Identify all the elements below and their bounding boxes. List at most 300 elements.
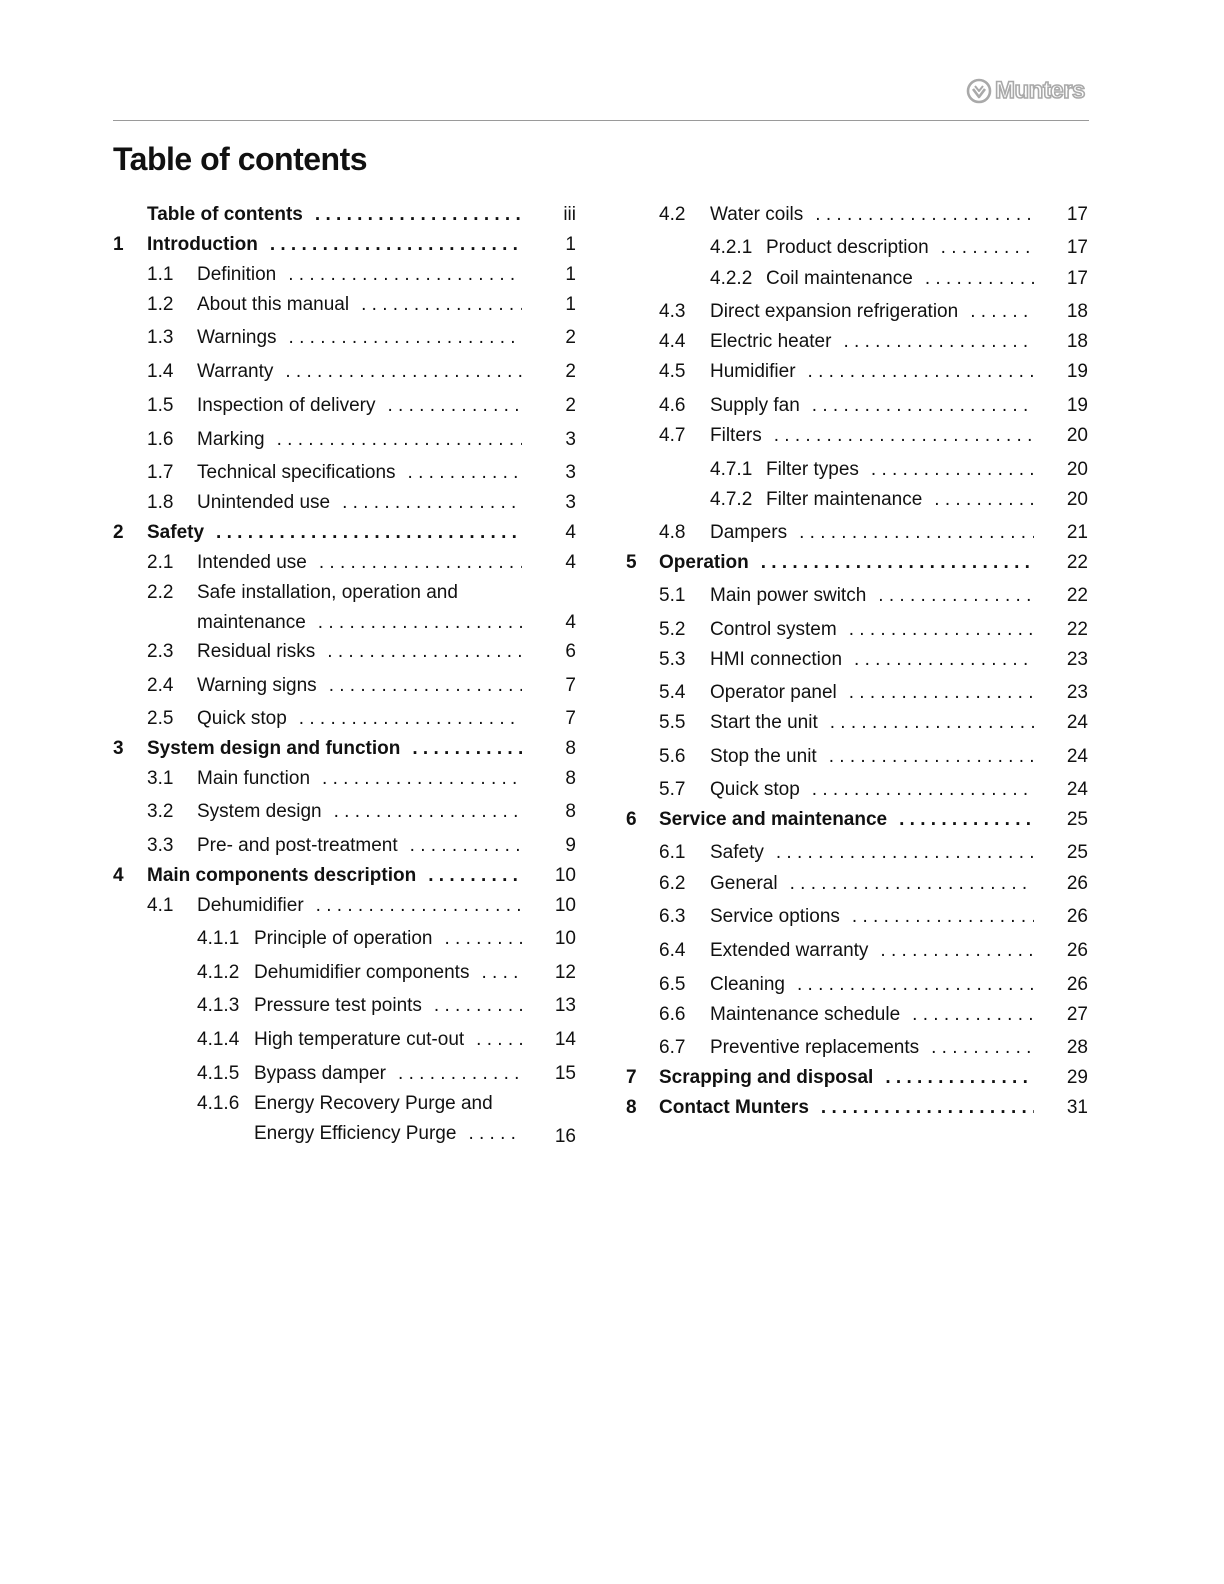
toc-entry-page [536,326,576,350]
page-number: 17 [1066,204,1088,225]
toc-entry-number: 5.4 [659,682,686,703]
toc-entry-title: Dampers [710,522,788,543]
page-number: 13 [554,995,576,1016]
dot-leader [285,360,522,384]
page-number: 8 [565,768,576,789]
toc-entry-page [536,927,576,951]
toc-entry-page [1048,681,1088,705]
toc-entry-title: Control system [710,619,837,640]
toc-entry-number: 4.6 [659,395,686,416]
toc-entry-number: 1.6 [147,429,174,450]
toc-entry-1[interactable] [113,233,522,257]
toc-entry-number: 4.1 [147,895,174,916]
toc-entry-4-1-4[interactable] [197,1028,522,1052]
toc-entry-number: 1.1 [147,264,174,285]
toc-entry-title: Stop the unit [710,746,817,767]
toc-entry-page [536,428,576,452]
toc-entry-6[interactable] [626,808,1034,832]
toc-entry-1-7[interactable] [147,461,522,485]
dot-leader [790,872,1034,896]
toc-entry-number: 4.1.1 [197,928,240,949]
toc-entry-toc[interactable] [147,203,522,227]
toc-entry-3[interactable] [113,737,522,761]
toc-entry-page [1048,360,1088,384]
page-number: 20 [1066,425,1088,446]
toc-entry-4-2-1[interactable] [710,236,1034,260]
toc-entry-page [536,394,576,418]
toc-entry-8[interactable] [626,1096,1034,1120]
toc-entry-title: Start the unit [710,712,818,733]
dot-leader [322,767,522,791]
dot-leader [941,236,1034,260]
toc-entry-page [1048,330,1088,354]
toc-entry-5-4[interactable] [659,681,1034,705]
toc-entry-title: Energy Recovery Purge and [254,1093,493,1114]
toc-entry-page [1048,841,1088,865]
toc-entry-1-8[interactable] [147,491,522,515]
page-number: 1 [565,264,576,285]
toc-entry-page [536,767,576,791]
dot-leader [830,711,1034,735]
toc-entry-7[interactable] [626,1066,1034,1090]
toc-entry-page [536,1028,576,1052]
toc-entry-title: Supply fan [710,395,800,416]
toc-entry-title: Residual risks [197,641,316,662]
toc-entry-4-1-3[interactable] [197,994,522,1018]
toc-entry-number: 5.3 [659,649,686,670]
toc-entry-1-4[interactable] [147,360,522,384]
toc-entry-page [1048,1036,1088,1060]
toc-entry-3-3[interactable] [147,834,522,858]
toc-entry-number: 5 [626,552,637,573]
page-number: 19 [1066,395,1088,416]
toc-entry-page [1048,267,1088,291]
toc-entry-page [536,203,576,227]
page-number: 27 [1066,1004,1088,1025]
toc-entry-number: 2.3 [147,641,174,662]
toc-entry-number: 1.7 [147,462,174,483]
toc-entry-page [1048,1003,1088,1027]
toc-entry-5-5[interactable] [659,711,1034,735]
toc-entry-2-1[interactable] [147,551,522,575]
page-number: 18 [1066,331,1088,352]
toc-entry-4-7-2[interactable] [710,488,1034,512]
toc-entry-title: Humidifier [710,361,796,382]
dot-leader [849,618,1034,642]
toc-entry-4-2-2[interactable] [710,267,1034,291]
toc-entry-number: 2.5 [147,708,174,729]
toc-entry-page [1048,973,1088,997]
dot-leader [934,488,1034,512]
toc-entry-number: 5.5 [659,712,686,733]
toc-entry-number: 7 [626,1067,637,1088]
page-number: 3 [565,429,576,450]
toc-entry-page [536,263,576,287]
toc-entry-number: 2.1 [147,552,174,573]
page-number: 29 [1066,1067,1088,1088]
toc-entry-2-2[interactable] [147,581,470,605]
toc-entry-page [536,551,576,575]
toc-entry-number: 1.8 [147,492,174,513]
toc-entry-title: Dehumidifier [197,895,304,916]
toc-entry-number: 2 [113,522,124,543]
page-number: 9 [565,835,576,856]
page-number: 2 [565,361,576,382]
toc-entry-title: Warnings [197,327,277,348]
toc-entry-page [1048,1096,1088,1120]
dot-leader [315,203,522,227]
toc-entry-title: Warranty [197,361,274,382]
toc-entry-page [1048,905,1088,929]
page-number: 21 [1066,522,1088,543]
toc-entry-title: Main components description [147,865,417,886]
toc-entry-6-1[interactable] [659,841,1034,865]
dot-leader [821,1096,1034,1120]
toc-entry-5-1[interactable] [659,584,1034,608]
toc-entry-page [536,1062,576,1086]
toc-entry-title: Main function [197,768,311,789]
dot-leader [270,233,522,257]
dot-leader [899,808,1034,832]
toc-entry-page [536,674,576,698]
toc-entry-title: Introduction [147,234,258,255]
toc-entry-6-2[interactable] [659,872,1034,896]
toc-entry-5-2[interactable] [659,618,1034,642]
toc-entry-1-3[interactable] [147,326,522,350]
toc-entry-title: Technical specifications [197,462,396,483]
dot-leader [412,737,522,761]
dot-leader [476,1028,522,1052]
dot-leader [299,707,522,731]
dot-leader [843,330,1034,354]
toc-entry-page [536,640,576,664]
toc-entry-title: Pressure test points [254,995,422,1016]
toc-entry-page [1048,618,1088,642]
toc-entry-2[interactable] [113,521,522,545]
toc-entry-4-1-6[interactable] [197,1092,505,1116]
dot-leader [829,745,1034,769]
toc-entry-title: Main power switch [710,585,867,606]
page-number: 25 [1066,842,1088,863]
page-number: 22 [1066,585,1088,606]
toc-entry-4-5[interactable] [659,360,1034,384]
toc-entry-title: Principle of operation [254,928,433,949]
dot-leader [776,841,1034,865]
toc-entry-title: Cleaning [710,974,785,995]
munters-logo-icon [966,78,992,104]
dot-leader [852,905,1034,929]
toc-entry-page [1048,778,1088,802]
toc-entry-page [536,737,576,761]
toc-entry-page [1048,394,1088,418]
toc-entry-6-4[interactable] [659,939,1034,963]
toc-entry-page [1048,551,1088,575]
toc-entry-6-6[interactable] [659,1003,1034,1027]
toc-entry-number: 4.3 [659,301,686,322]
dot-leader [434,994,522,1018]
toc-entry-page [1048,521,1088,545]
toc-entry-number: 6.1 [659,842,686,863]
toc-entry-page [536,994,576,1018]
toc-entry-2-2-continued[interactable] [197,611,522,635]
page-number: 18 [1066,301,1088,322]
toc-entry-title: General [710,873,778,894]
dot-leader [277,428,522,452]
toc-entry-3-2[interactable] [147,800,522,824]
toc-entry-title: Bypass damper [254,1063,387,1084]
toc-entry-number: 5.7 [659,779,686,800]
toc-entry-number: 3.2 [147,801,174,822]
toc-entry-number: 4 [113,865,124,886]
toc-entry-number: 4.7 [659,425,686,446]
page-number: 24 [1066,779,1088,800]
toc-entry-page [1048,745,1088,769]
toc-entry-title-continuation: Energy Efficiency Purge [254,1123,457,1144]
toc-entry-title: Direct expansion refrigeration [710,301,959,322]
dot-leader [925,267,1034,291]
toc-entry-number: 4.1.4 [197,1029,240,1050]
page-number: 31 [1066,1097,1088,1118]
toc-entry-title: Safety [147,522,205,543]
toc-entry-title: Pre- and post-treatment [197,835,398,856]
page-number: 8 [565,801,576,822]
toc-entry-title: About this manual [197,294,350,315]
toc-entry-4-4[interactable] [659,330,1034,354]
toc-entry-page [536,961,576,985]
toc-entry-title: Contact Munters [659,1097,809,1118]
page-number: 20 [1066,459,1088,480]
dot-leader [774,424,1034,448]
header-rule [113,120,1089,121]
toc-entry-title: Dehumidifier components [254,962,470,983]
page-number: 26 [1066,873,1088,894]
toc-entry-page [1048,584,1088,608]
page-number: 22 [1066,552,1088,573]
toc-entry-number: 4.2.2 [710,268,753,289]
toc-entry-page [536,491,576,515]
toc-entry-4[interactable] [113,864,522,888]
dot-leader [329,674,522,698]
toc-entry-number: 1.2 [147,294,174,315]
toc-entry-title: Product description [766,237,929,258]
toc-entry-6-5[interactable] [659,973,1034,997]
toc-entry-title: System design and function [147,738,401,759]
dot-leader [797,973,1034,997]
dot-leader [408,461,522,485]
toc-entry-page [1048,458,1088,482]
dot-leader [931,1036,1034,1060]
toc-entry-number: 3 [113,738,124,759]
page-number: 4 [565,552,576,573]
toc-entry-page [536,360,576,384]
page-number: 3 [565,462,576,483]
toc-entry-number: 6.2 [659,873,686,894]
toc-entry-3-1[interactable] [147,767,522,791]
dot-leader [912,1003,1034,1027]
toc-entry-4-1[interactable] [147,894,522,918]
toc-entry-title: Quick stop [710,779,800,800]
dot-leader [316,894,522,918]
dot-leader [445,927,523,951]
toc-entry-number: 4.5 [659,361,686,382]
page-number: 26 [1066,906,1088,927]
page-number: 14 [554,1029,576,1050]
dot-leader [361,293,522,317]
toc-entry-title: Filter maintenance [766,489,923,510]
toc-entry-title: Maintenance schedule [710,1004,901,1025]
toc-entry-1-2[interactable] [147,293,522,317]
toc-entry-page [536,521,576,545]
toc-entry-number: 4.1.5 [197,1063,240,1084]
dot-leader [854,648,1034,672]
toc-entry-page [536,293,576,317]
dot-leader [880,939,1034,963]
toc-entry-number: 1 [113,234,124,255]
page-number: 20 [1066,489,1088,510]
toc-entry-page [536,864,576,888]
page-number: 1 [565,294,576,315]
toc-entry-number: 6.7 [659,1037,686,1058]
dot-leader [812,394,1034,418]
page-number: 15 [554,1063,576,1084]
page-number: 1 [565,234,576,255]
toc-entry-number: 6.3 [659,906,686,927]
toc-entry-page [536,707,576,731]
dot-leader [481,961,522,985]
page-number: 2 [565,395,576,416]
toc-entry-page [536,1125,576,1149]
page-number: 2 [565,327,576,348]
toc-entry-6-3[interactable] [659,905,1034,929]
toc-entry-title: Safe installation, operation and [197,582,458,603]
page-number: 17 [1066,268,1088,289]
toc-entry-4-7[interactable] [659,424,1034,448]
toc-entry-number: 6 [626,809,637,830]
dot-leader [799,521,1034,545]
page-number: 12 [554,962,576,983]
munters-logo-text: Munters [995,77,1085,104]
dot-leader [970,300,1034,324]
toc-entry-page [1048,236,1088,260]
dot-leader [289,326,522,350]
toc-entry-4-6[interactable] [659,394,1034,418]
toc-entry-title: Quick stop [197,708,287,729]
toc-entry-page [536,233,576,257]
toc-entry-number: 1.3 [147,327,174,348]
toc-entry-2-3[interactable] [147,640,522,664]
toc-entry-title: Unintended use [197,492,331,513]
toc-entry-number: 4.7.2 [710,489,753,510]
toc-entry-1-5[interactable] [147,394,522,418]
dot-leader [318,611,522,635]
toc-entry-title: High temperature cut-out [254,1029,465,1050]
toc-entry-number: 3.3 [147,835,174,856]
toc-entry-title: Filter types [766,459,859,480]
toc-entry-number: 5.1 [659,585,686,606]
toc-entry-number: 2.2 [147,582,174,603]
toc-entry-2-5[interactable] [147,707,522,731]
dot-leader [761,551,1034,575]
page-number: 3 [565,492,576,513]
dot-leader [878,584,1034,608]
toc-entry-title: Definition [197,264,277,285]
toc-entry-5-7[interactable] [659,778,1034,802]
page-number: 10 [554,928,576,949]
toc-entry-number: 4.1.3 [197,995,240,1016]
toc-entry-title: Filters [710,425,762,446]
toc-entry-page [1048,203,1088,227]
page-number: 28 [1066,1037,1088,1058]
toc-entry-number: 3.1 [147,768,174,789]
toc-entry-4-8[interactable] [659,521,1034,545]
toc-entry-number: 6.5 [659,974,686,995]
page-number: iii [563,204,576,225]
toc-entry-number: 4.4 [659,331,686,352]
toc-entry-page [536,461,576,485]
dot-leader [216,521,522,545]
toc-entry-title: Service and maintenance [659,809,888,830]
page-number: 25 [1066,809,1088,830]
dot-leader [334,800,522,824]
toc-entry-page [1048,808,1088,832]
toc-entry-title: Electric heater [710,331,832,352]
toc-entry-title: Intended use [197,552,307,573]
toc-entry-title: Operator panel [710,682,837,703]
toc-entry-page [1048,711,1088,735]
page-number: 26 [1066,940,1088,961]
page-number: 7 [565,708,576,729]
page-title: Table of contents [113,141,368,177]
toc-entry-title: HMI connection [710,649,843,670]
toc-entry-1-6[interactable] [147,428,522,452]
toc-entry-page [1048,424,1088,448]
toc-entry-page [1048,939,1088,963]
page-number: 24 [1066,746,1088,767]
toc-entry-number: 4.8 [659,522,686,543]
dot-leader [388,394,523,418]
toc-entry-title: Scrapping and disposal [659,1067,874,1088]
toc-entry-4-1-2[interactable] [197,961,522,985]
dot-leader [815,203,1034,227]
toc-entry-title: Warning signs [197,675,317,696]
toc-entry-title: Service options [710,906,840,927]
toc-entry-5[interactable] [626,551,1034,575]
toc-entry-page [1048,488,1088,512]
toc-entry-1-1[interactable] [147,263,522,287]
toc-entry-4-1-1[interactable] [197,927,522,951]
dot-leader [342,491,522,515]
dot-leader [288,263,522,287]
page-number: 17 [1066,237,1088,258]
toc-entry-5-6[interactable] [659,745,1034,769]
toc-entry-title: Marking [197,429,265,450]
toc-entry-number: 5.2 [659,619,686,640]
page-number: 24 [1066,712,1088,733]
toc-entry-4-7-1[interactable] [710,458,1034,482]
page-number: 10 [554,865,576,886]
toc-entry-4-3[interactable] [659,300,1034,324]
toc-entry-number: 1.5 [147,395,174,416]
toc-entry-6-7[interactable] [659,1036,1034,1060]
toc-entry-4-2[interactable] [659,203,1034,227]
toc-entry-5-3[interactable] [659,648,1034,672]
page-number: 10 [554,895,576,916]
toc-entry-4-1-6-continued[interactable] [254,1122,522,1146]
toc-entry-title: System design [197,801,322,822]
toc-entry-2-4[interactable] [147,674,522,698]
toc-entry-title: Extended warranty [710,940,869,961]
toc-entry-4-1-5[interactable] [197,1062,522,1086]
